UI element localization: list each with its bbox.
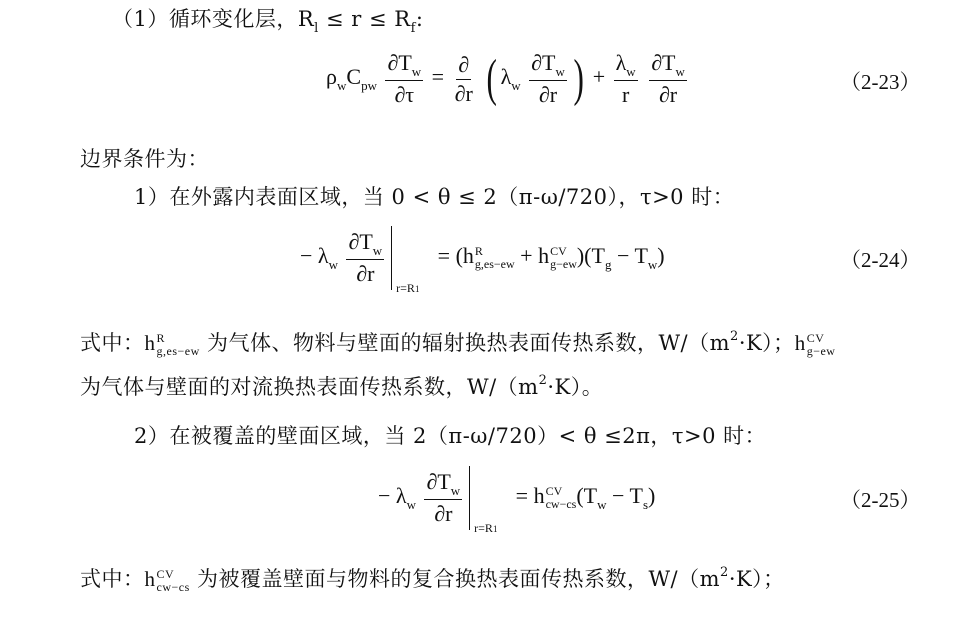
h-radiative-symbol: h R g,es−ew bbox=[144, 331, 200, 359]
condition-1: 1）在外露内表面区域，当 0 < θ ≤ 2（π-ω/720），τ>0 时： bbox=[134, 185, 735, 209]
layer-heading-end: : bbox=[415, 7, 424, 31]
equation-number-2-25: （2-25） bbox=[840, 488, 921, 512]
h-convective-symbol: h CV g−ew bbox=[794, 331, 836, 359]
rl-subscript: l bbox=[314, 21, 319, 36]
m2-sup-1: 2 bbox=[730, 329, 739, 344]
where-clause-2 bbox=[80, 566, 785, 596]
rf-subscript: f bbox=[410, 21, 416, 36]
layer-heading-mid: ≤ r ≤ R bbox=[318, 7, 411, 31]
where-clause-1-line2 bbox=[80, 374, 603, 404]
where2-end: ·K）； bbox=[728, 567, 785, 591]
where1-line2-end: ·K）。 bbox=[547, 375, 604, 399]
equation-2-25: − $\lambda_w$ $\frac{\partial T_w}{\partial r}$ r=R1 = h CV cw−cs $(T_w - T_s)$ bbox=[378, 466, 655, 530]
where1-end: ·K）； bbox=[738, 331, 795, 355]
equation-2-24: − $\lambda_w$ $\frac{\partial T_w}{\partial r}$ r=R1 = (h R g,es−ew + h CV g−ew )$(T_g - T_w)$ bbox=[300, 226, 665, 290]
layer-heading bbox=[112, 6, 423, 36]
equation-2-23: $\rho_wC_{pw}$ $\frac{\partial T_w}{\partial\tau}$ = $\frac{\partial}{\partial r}$ ( $\lambda_w$ $\frac{\partial T_w}{\partial r}$ ) + $\frac{\lambda_w}{r}$ $\frac{\partial T_w}{\partial r}$ bbox=[326, 50, 685, 107]
boundary-intro: 边界条件为： bbox=[80, 147, 209, 171]
where-clause-1 bbox=[80, 330, 835, 360]
h-composite-symbol: h CV cw−cs bbox=[144, 567, 190, 595]
equation-number-2-24: （2-24） bbox=[840, 248, 921, 272]
where1-line2-text: 为气体与壁面的对流换热表面传热系数，W/（m bbox=[80, 375, 539, 399]
where1-mid: 为气体、物料与壁面的辐射换热表面传热系数，W/（m bbox=[206, 331, 731, 355]
where2-mid: 为被覆盖壁面与物料的复合换热表面传热系数，W/（m bbox=[196, 567, 721, 591]
where2-prefix: 式中： bbox=[80, 567, 145, 591]
m2-sup-3: 2 bbox=[720, 565, 729, 580]
condition-2: 2）在被覆盖的壁面区域，当 2（π-ω/720）< θ ≤2π，τ>0 时： bbox=[134, 424, 767, 448]
layer-heading-text: （1）循环变化层，R bbox=[112, 7, 315, 31]
equation-number-2-23: （2-23） bbox=[840, 70, 921, 94]
m2-sup-2: 2 bbox=[538, 373, 548, 388]
where1-prefix: 式中： bbox=[80, 331, 145, 355]
